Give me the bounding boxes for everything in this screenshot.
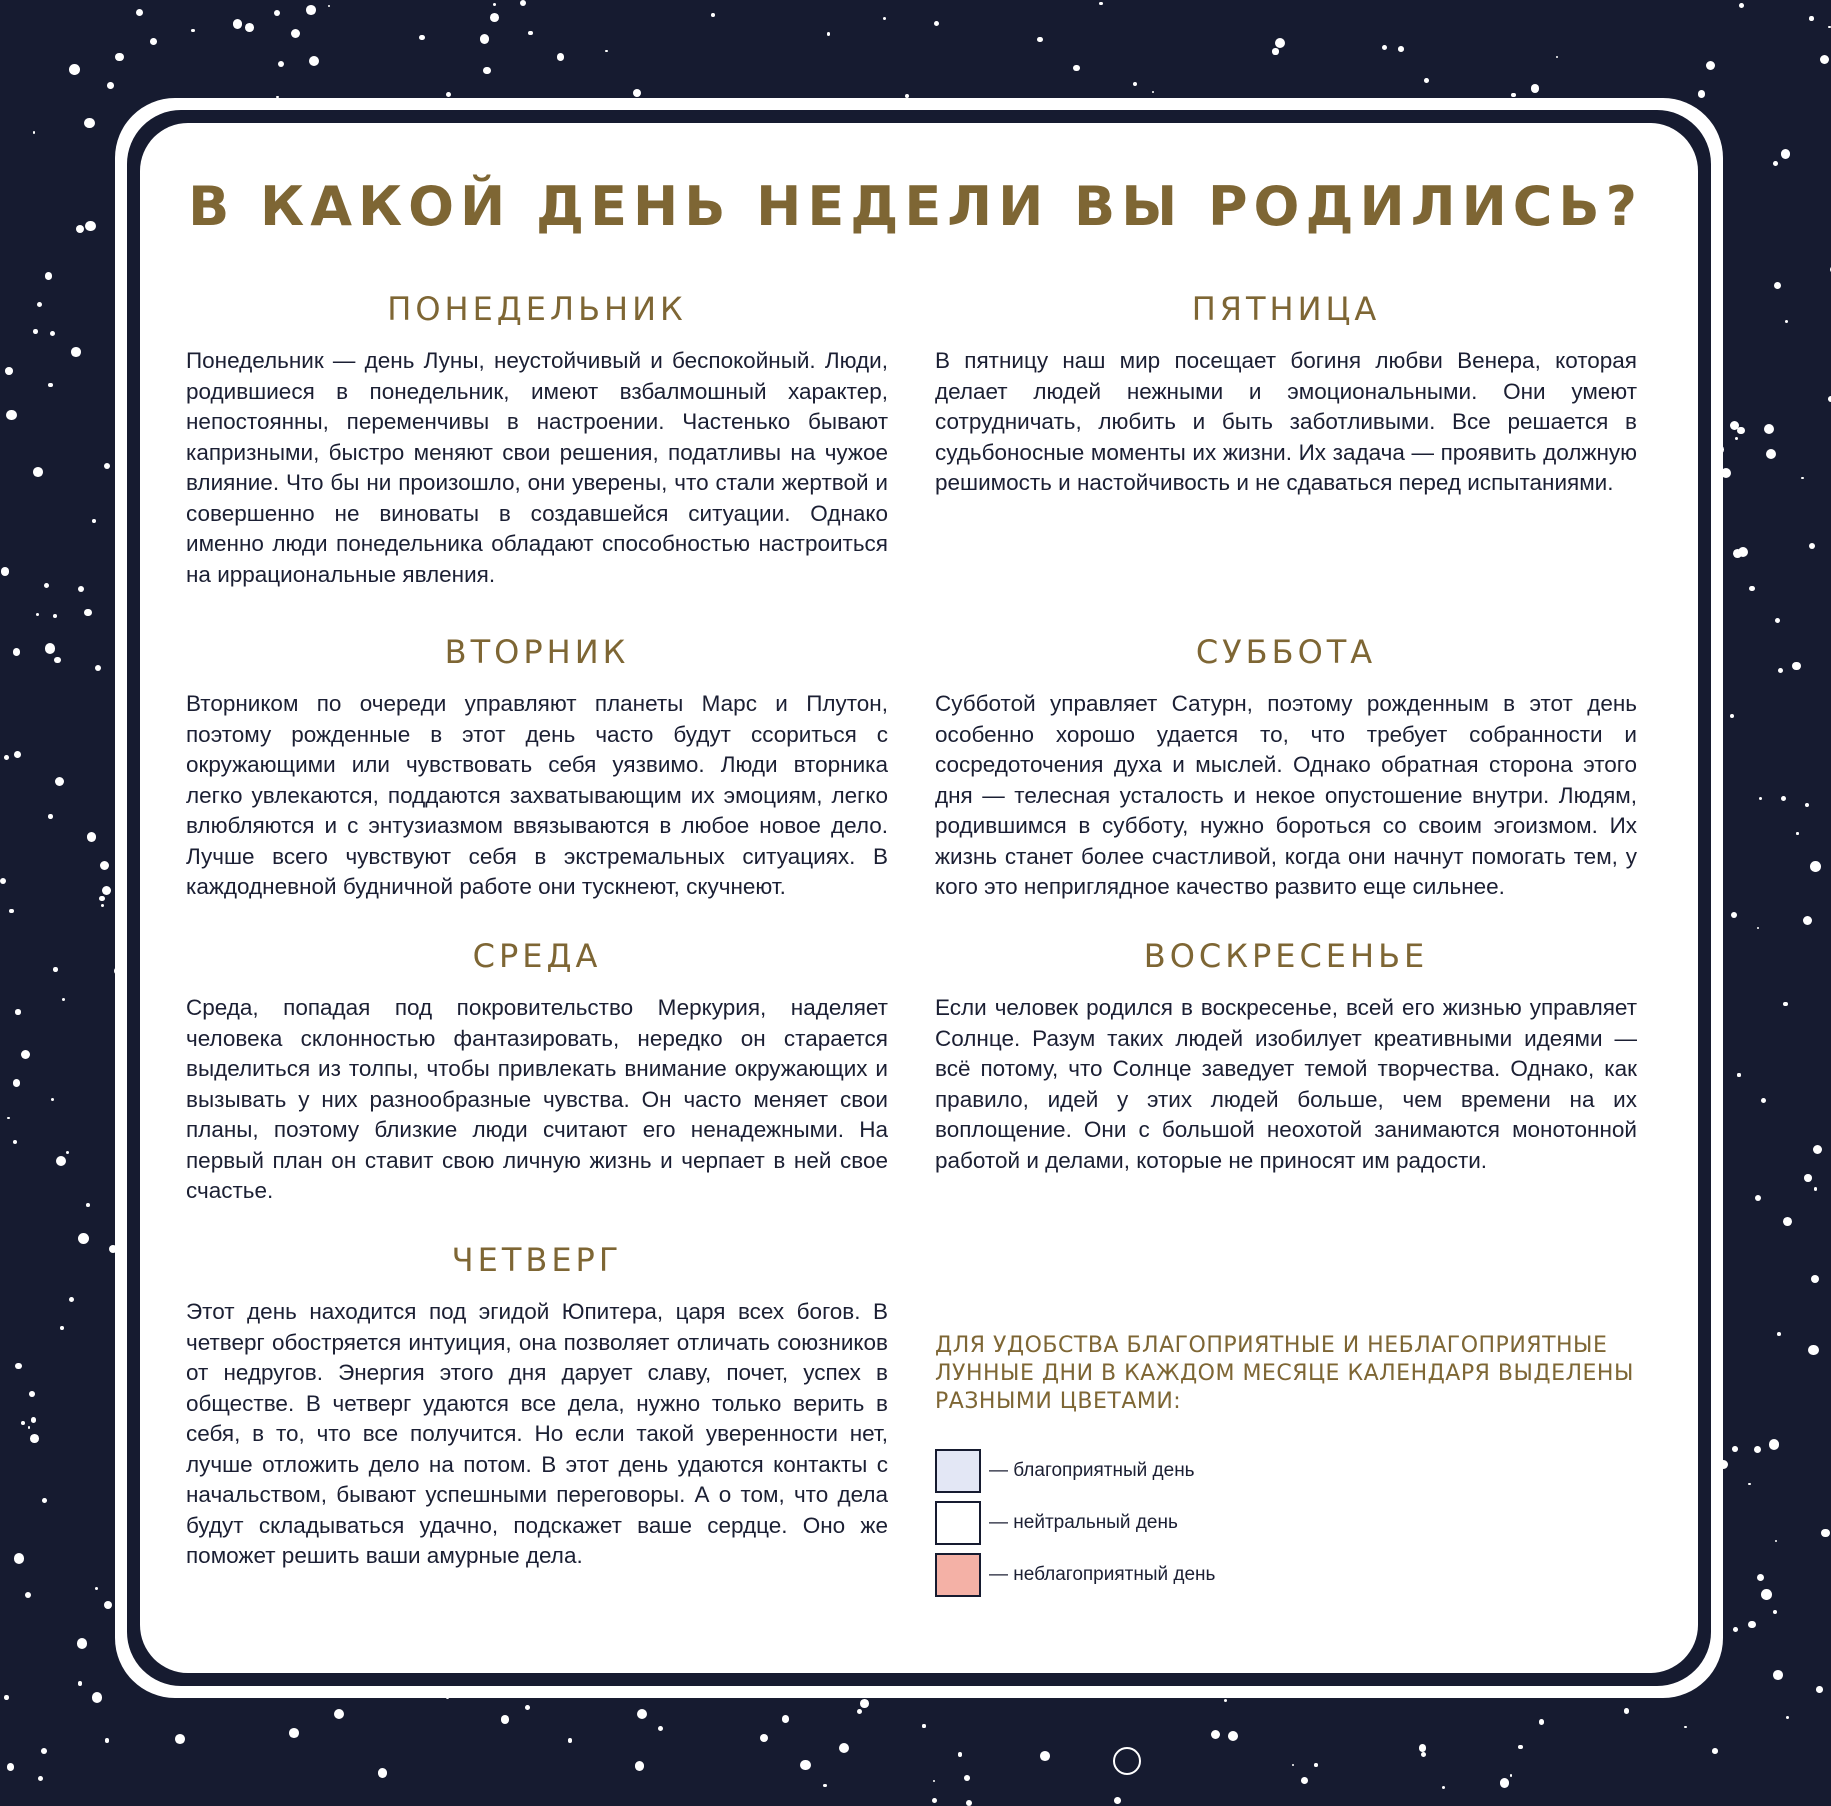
section-friday	[935, 290, 1637, 499]
legend-item-neutral	[935, 1497, 1215, 1549]
legend-label: — благоприятный день	[989, 1460, 1195, 1481]
legend-item-favorable	[935, 1445, 1215, 1497]
section-text: Этот день находится под эгидой Юпитера, царя всех богов. В четверг обостряется интуиция, она позволяет отличать союзников от недругов. Энергия этого дня дарует славу, почет, успех в обществе. В четверг удаются все дела, нужно только верить в себя, в то, что все получится. Но если такой уверенности нет, лучше отложить дело на потом. В этот день удаются контакты с начальством, бывают успешными переговоры. А о том, что дела будут складываться удачно, подскажет ваше сердце. Оно же поможет решить ваши амурные дела.	[186, 1299, 888, 1568]
section-heading: СУББОТА	[1195, 633, 1377, 671]
section-text: Понедельник — день Луны, неустойчивый и беспокойный. Люди, родившиеся в понедельник, имеют взбалмошный характер, непостоянны, переменчивы в настроении. Частенько бывают капризными, быстро меняют свои решения, податливы на чужое влияние. Что бы ни произошло, они уверены, что стали жертвой и совершенно не виноваты в создавшейся ситуации. Однако именно люди понедельника обладают способностью настроиться на иррациональные явления.	[186, 348, 888, 587]
section-heading: ПОНЕДЕЛЬНИК	[387, 290, 687, 328]
section-sunday	[935, 937, 1637, 1176]
color-legend	[935, 1445, 1215, 1601]
section-tuesday	[186, 633, 888, 903]
section-saturday	[935, 633, 1637, 903]
section-text: Если человек родился в воскресенье, всей его жизнью управляет Солнце. Разум таких людей изобилует креативными идеями — всё потому, что Солнце заведует темой творчества. Однако, как правило, идей у этих людей больше, чем времени на их воплощение. Они с большой неохотой занимаются монотонной работой и делами, которые не приносят им радости.	[935, 995, 1637, 1173]
section-heading: ВОСКРЕСЕНЬЕ	[1143, 937, 1429, 975]
unfavorable-swatch	[935, 1553, 981, 1597]
section-text: Вторником по очереди управляют планеты Марс и Плутон, поэтому рожденные в этот день часто будут ссориться с окружающими или чувствовать себя уязвимо. Люди вторника легко увлекаются, поддаются захватывающим их эмоциям, легко влюбляются и с энтузиазмом ввязываются в любое новое дело. Лучше всего чувствуют себя в экстремальных ситуациях. В каждодневной будничной работе они тускнеют, скучнеют.	[186, 691, 888, 899]
section-text: В пятницу наш мир посещает богиня любви Венера, которая делает людей нежными и эмоциональными. Они умеют сотрудничать, любить и быть заботливыми. Все решается в судьбоносные моменты их жизни. Их задача — проявить должную решимость и настойчивость и не сдаваться перед испытаниями.	[935, 348, 1637, 495]
section-text: Среда, попадая под покровительство Меркурия, наделяет человека склонностью фантазировать, нередко он старается выделиться из толпы, чтобы привлекать внимание окружающих и вызывать у них разнообразные чувства. Он часто меняет свои планы, поэтому близкие люди считают его ненадежными. На первый план он ставит свою личную жизнь и черпает в ней свое счастье.	[186, 995, 888, 1203]
legend-label: — неблагоприятный день	[989, 1564, 1216, 1585]
section-heading: ЧЕТВЕРГ	[451, 1241, 623, 1279]
section-monday	[186, 290, 888, 590]
publisher-logo-icon	[1113, 1747, 1141, 1775]
legend-item-unfavorable	[935, 1549, 1215, 1601]
section-text: Субботой управляет Сатурн, поэтому рожденным в этот день особенно хорошо удается то, что требует собранности и сосредоточения духа и мыслей. Однако обратная сторона этого дня — телесная усталость и некое опустошение внутри. Людям, родившимся в субботу, нужно бороться со своим эгоизмом. Их жизнь станет более счастливой, когда они начнут помогать тем, у кого это неприглядное качество развито еще сильнее.	[935, 691, 1637, 899]
section-heading: ПЯТНИЦА	[1191, 290, 1381, 328]
legend-label: — нейтральный день	[989, 1512, 1178, 1533]
section-heading: СРЕДА	[472, 937, 602, 975]
legend-note-heading: ДЛЯ УДОБСТВА БЛАГОПРИЯТНЫЕ И НЕБЛАГОПРИЯТНЫЕ ЛУННЫЕ ДНИ В КАЖДОМ МЕСЯЦЕ КАЛЕНДАРЯ ВЫДЕЛЕНЫ РАЗНЫМИ ЦВЕТАМИ:	[935, 1333, 1634, 1414]
section-thursday	[186, 1241, 888, 1572]
favorable-swatch	[935, 1449, 981, 1493]
section-heading: ВТОРНИК	[444, 633, 630, 671]
page-title: В КАКОЙ ДЕНЬ НЕДЕЛИ ВЫ РОДИЛИСЬ?	[188, 175, 1643, 238]
neutral-swatch	[935, 1501, 981, 1545]
section-wednesday	[186, 937, 888, 1207]
